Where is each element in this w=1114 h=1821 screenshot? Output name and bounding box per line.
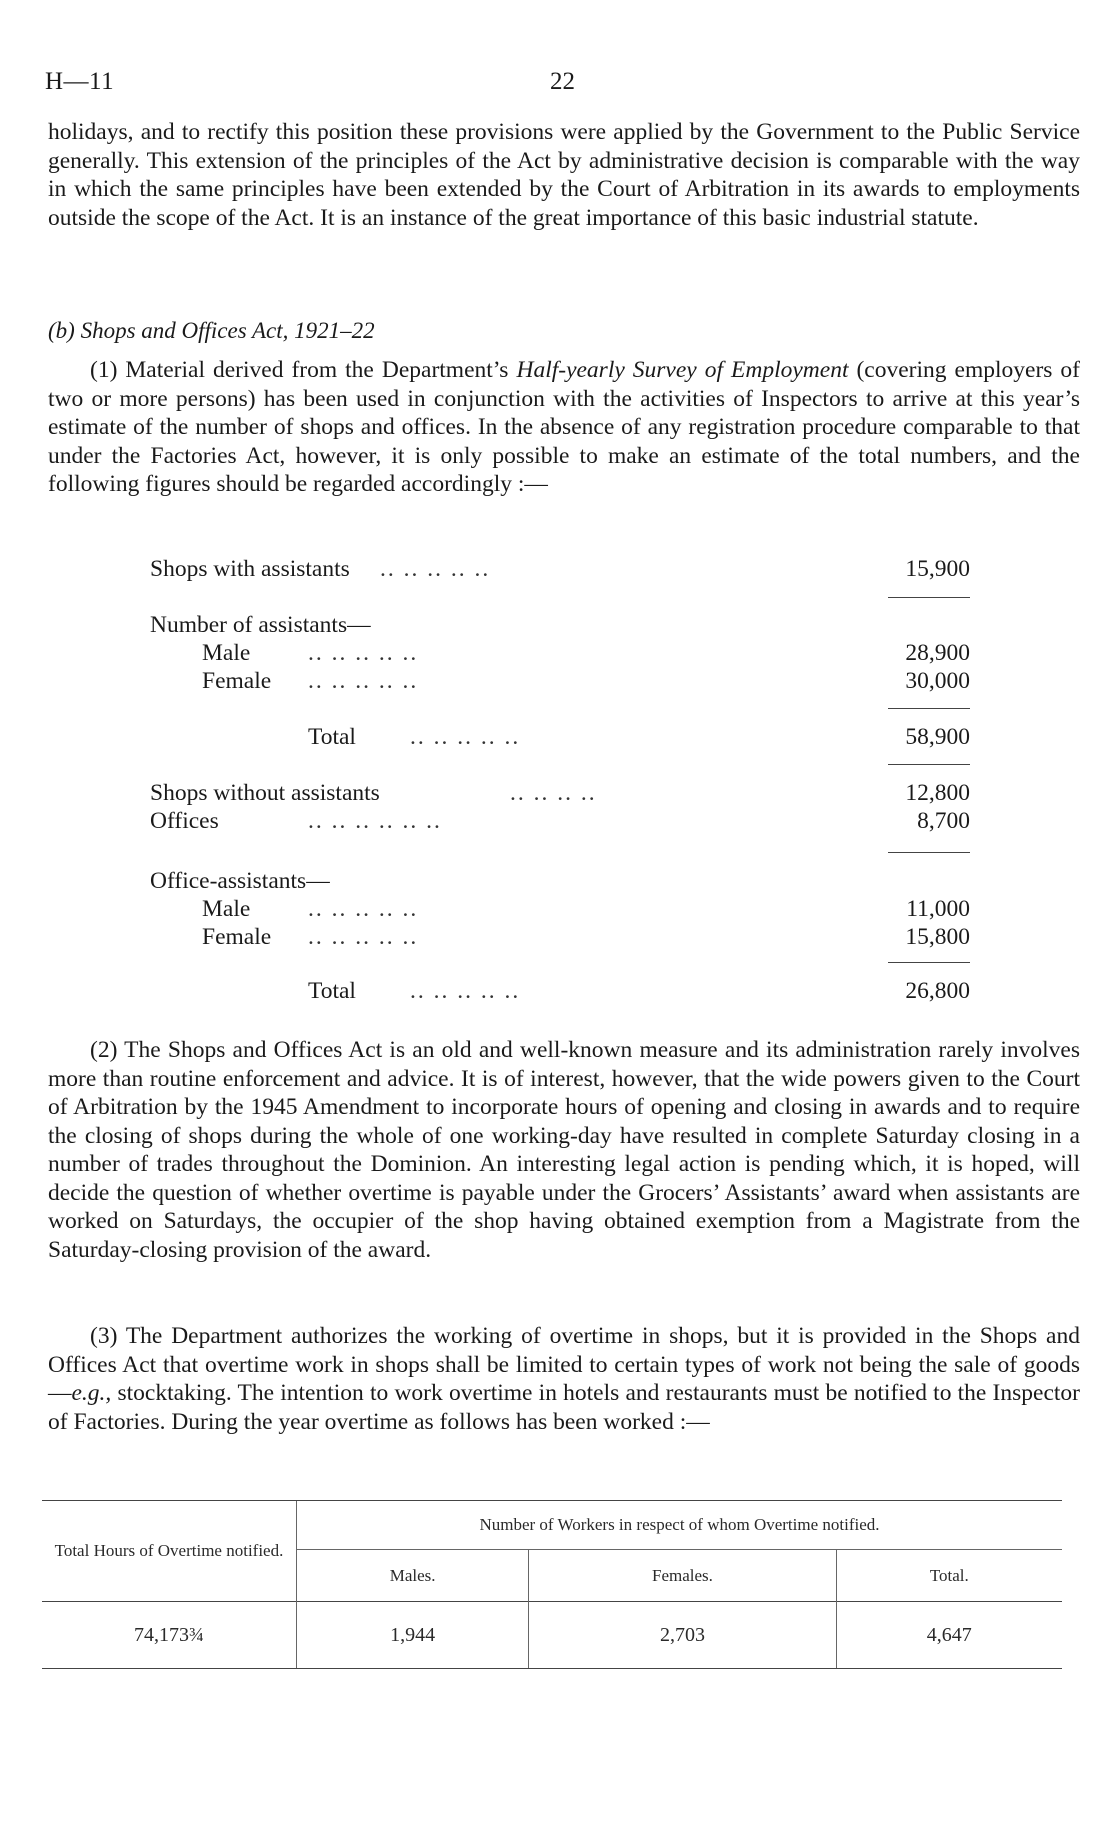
leader-dots: .. .. .. .. .. [308,668,419,694]
leader-dots: .. .. .. .. .. [308,896,419,922]
estimate-value: 11,000 [906,896,970,922]
estimate-value: 8,700 [917,808,970,834]
header-total: Total. [929,1565,969,1585]
leader-dots: .. .. .. .. [510,780,597,806]
leader-dots: .. .. .. .. .. [410,724,521,750]
total-value: 26,800 [905,978,970,1004]
estimate-row-shops-with-assistants [150,556,970,584]
cell-hours: 74,173¾ [42,1602,297,1669]
divider-rule [888,764,970,765]
table-header-row [42,1501,1062,1550]
group-heading: Number of assistants— [150,612,371,638]
leader-dots: .. .. .. .. .. [308,640,419,666]
survey-title: Half-yearly Survey of Employment [516,357,849,383]
leader-dots: .. .. .. .. .. .. [308,808,442,834]
office-assistants-heading-row [150,868,970,896]
paragraph-1-lead: (1) Material derived from the Department’s [90,357,517,383]
header-males: Males. [297,1550,529,1602]
estimate-row-shops-without-assistants [150,780,970,808]
paragraph-3 [48,1322,1080,1436]
paragraph-holidays: holidays, and to rectify this position these provisions were applied by the Government to the Public Service generally. This extension of the principles of the Act by administrative decision is comparable with the way in which the same principles have been extended by the Court of Arbitration in its awards to employments outside the scope of the Act. It is an instance of the great importance of this basic industrial statute. [48,119,1080,231]
estimate-row-office-male [150,896,970,924]
cell-total: 4,647 [836,1602,1062,1669]
assistants-heading-row [150,612,970,640]
paragraph-2: (2) The Shops and Offices Act is an old and well-known measure and its administration rarely involves more than routine enforcement and advice. It is of interest, however, that the wide powers given to the Court of Arbitration by the 1945 Amendment to incorporate hours of opening and closing in awards and to require the closing of shops during the whole of one working-day have resulted in complete Saturday closing in a number of trades throughout the Dominion. An interesting legal action is pending which, it is hoped, will decide the question of whether overtime is payable under the Grocers’ Assistants’ award when assistants are worked on Saturdays, the occupier of the shop having obtained exemption from a Magistrate from the Saturday-closing provision of the award. [48,1037,1080,1263]
estimate-value: 15,900 [905,556,970,582]
header-total-hours: Total Hours of Overtime notified. [42,1501,297,1602]
estimate-label: Shops with assistants [150,556,350,582]
example-abbrev: e.g., [71,1380,112,1406]
paragraph-1-rest: (covering employers of two or more persons) has been used in conjunction with the activities of Inspectors to arrive at this year’s estimate of the number of shops and offices. In the absence of any registration procedure comparable to that under the Factories Act, however, it is only possible to make an estimate of the total numbers, and the following figures should be regarded accordingly :— [48,357,1080,497]
leader-dots: .. .. .. .. .. [380,556,491,582]
page-reference: H—11 [45,68,115,95]
estimate-value: 30,000 [905,668,970,694]
cell-females: 2,703 [529,1602,836,1669]
cell-males: 1,944 [297,1602,529,1669]
table-row [42,1602,1062,1669]
estimate-label: Male [202,896,251,922]
page-number: 22 [550,68,575,95]
estimate-row-assistants-female [150,668,970,696]
estimate-row-office-female [150,924,970,952]
total-label: Total [308,724,356,750]
paragraph-3-lead: (3) The Department authorizes the working of overtime in shops, but it is provided in the Shops and Offices Act that overtime work in shops shall be limited to certain types of work not being the sale of goods— [48,1323,1080,1406]
estimate-row-office-total [150,978,970,1006]
header-workers-group: Number of Workers in respect of whom Overtime notified. [297,1501,1063,1550]
total-value: 58,900 [905,724,970,750]
group-heading: Office-assistants— [150,868,330,894]
divider-rule [888,597,970,598]
estimate-value: 15,800 [905,924,970,950]
header-females: Females. [529,1550,836,1602]
estimate-row-assistants-male [150,640,970,668]
estimate-label: Shops without assistants [150,780,380,806]
estimate-row-assistants-total [150,724,970,752]
leader-dots: .. .. .. .. .. [308,924,419,950]
total-label: Total [308,978,356,1004]
divider-rule [888,708,970,709]
estimate-value: 28,900 [905,640,970,666]
estimate-label: Female [202,668,272,694]
overtime-table [42,1500,1062,1669]
estimate-row-offices [150,808,970,836]
estimate-label: Male [202,640,251,666]
estimate-label: Female [202,924,272,950]
estimate-value: 12,800 [905,780,970,806]
divider-rule [888,852,970,853]
section-heading: (b) Shops and Offices Act, 1921–22 [48,318,375,343]
paragraph-3-rest: stocktaking. The intention to work overtime in hotels and restaurants must be notified to the Inspector of Factories. During the year overtime as follows has been worked :— [48,1380,1080,1435]
estimate-label: Offices [150,808,219,834]
leader-dots: .. .. .. .. .. [410,978,521,1004]
divider-rule [888,962,970,963]
paragraph-1 [48,356,1080,499]
